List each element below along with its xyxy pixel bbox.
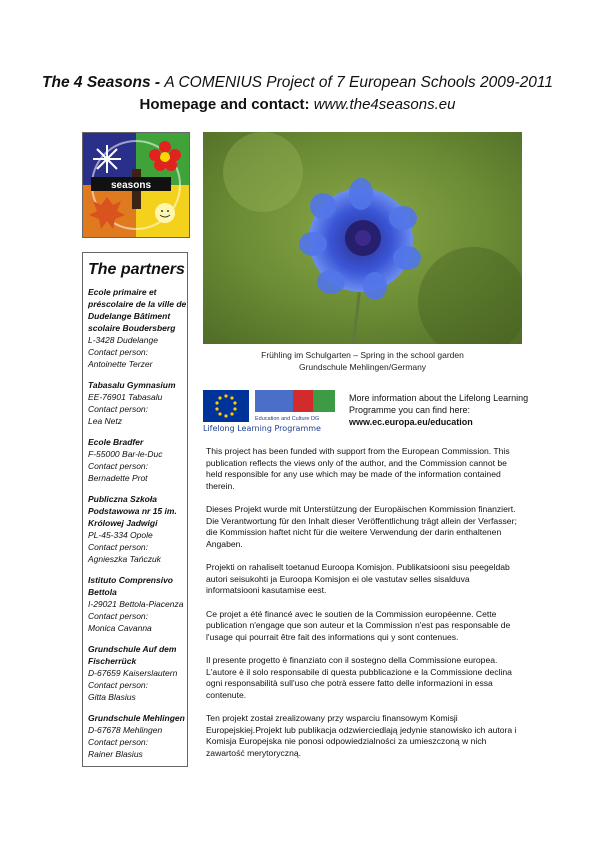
partner-name: Grundschule Auf dem Fischerrück xyxy=(88,644,177,666)
contact-label: Contact person: xyxy=(88,542,149,552)
partner-item xyxy=(88,712,187,760)
contact-person: Rainer Blasius xyxy=(88,749,143,759)
disclaimer-texts xyxy=(206,446,522,771)
partner-address: D-67678 Mehlingen xyxy=(88,725,163,735)
sun-icon xyxy=(155,203,175,223)
partner-address: F-55000 Bar-le-Duc xyxy=(88,449,163,459)
partner-name: Istituto Comprensivo Bettola xyxy=(88,575,174,597)
caption-line: Frühling im Schulgarten – Spring in the school garden xyxy=(261,350,464,360)
disclaimer-en: This project has been funded with support from the European Commission. This publication reflects the views only of the author, and the Commission cannot be held responsible for any use which may be made of the information contained therein. xyxy=(206,446,510,491)
snowflake-icon xyxy=(93,145,121,173)
disclaimer-de: Dieses Projekt wurde mit Unterstützung der Europäischen Kommission finanziert. Die Verantwortung für den Inhalt dieser Veröffentlichung trägt allein der Verfasser; die Kommission haftet nicht für die weitere Verwendung der darin enthaltenen Angaben. xyxy=(206,504,517,549)
more-info xyxy=(349,392,539,428)
partners-box xyxy=(82,252,188,767)
contact-label: Contact person: xyxy=(88,611,149,621)
homepage-link[interactable]: www.the4seasons.eu xyxy=(313,96,456,113)
subtitle-sep: : xyxy=(304,96,314,113)
llp-label: Lifelong Learning Programme xyxy=(203,424,321,433)
education-culture-logo xyxy=(255,390,335,422)
subtitle-label: Homepage and contact xyxy=(139,96,305,113)
partner-item xyxy=(88,643,187,703)
partner-item xyxy=(88,574,187,634)
more-info-text: More information about the Lifelong Learning Programme you can find here: xyxy=(349,393,529,415)
partner-name: Tabasalu Gymnasium xyxy=(88,380,176,390)
contact-person: Bernadette Prot xyxy=(88,473,148,483)
contact-person: Monica Cavanna xyxy=(88,623,152,633)
partner-address: EE-76901 Tabasalu xyxy=(88,392,163,402)
page-subtitle xyxy=(0,95,595,115)
partner-name: Grundschule Mehlingen xyxy=(88,713,185,723)
photo-caption xyxy=(203,349,522,373)
logo-text: seasons xyxy=(110,180,152,191)
partner-name: Publiczna Szkoła Podstawowa nr 15 im. Królowej Jadwigi xyxy=(88,494,177,528)
page-title xyxy=(0,73,595,93)
contact-person: Lea Netz xyxy=(88,416,123,426)
disclaimer-pl: Ten projekt został zrealizowany przy wsparciu finansowym Komisji Europejskiej.Projekt lub publikacja odzwierciedlają jedynie stanowisko ich autora i Komisja Europejska nie ponosi odpowiedzialności za umieszczoną w nich zawartość merytoryczną. xyxy=(206,713,517,758)
contact-label: Contact person: xyxy=(88,404,149,414)
title-rest: A COMENIUS Project of 7 European Schools 2009-2011 xyxy=(164,74,553,91)
title-bold: The 4 Seasons - xyxy=(42,74,165,91)
partners-title: The partners xyxy=(88,261,185,278)
eu-flag-icon xyxy=(203,390,249,422)
partner-name: Ecole primaire et préscolaire de la ville de Dudelange Bâtiment scolaire Boudersberg xyxy=(88,287,187,333)
culture-text: Education and Culture DG xyxy=(255,416,320,422)
contact-label: Contact person: xyxy=(88,347,149,357)
education-link[interactable]: www.ec.europa.eu/education xyxy=(349,417,473,427)
project-logo xyxy=(82,132,190,238)
partner-item xyxy=(88,436,187,484)
partner-name: Ecole Bradfer xyxy=(88,437,144,447)
partner-address: L-3428 Dudelange xyxy=(88,335,158,345)
contact-person: Antoinette Terzer xyxy=(88,359,153,369)
caption-line: Grundschule Mehlingen/Germany xyxy=(298,362,427,372)
partner-item xyxy=(88,493,187,565)
disclaimer-et: Projekti on rahaliselt toetanud Euroopa Komisjon. Publikatsiooni sisu peegeldab autori seisukohti ja Euroopa Komisjon ei ole vastutav selles sisalduva informatsiooni kasutamise eest. xyxy=(206,562,510,595)
partner-item xyxy=(88,379,187,427)
partner-item xyxy=(88,286,187,370)
contact-label: Contact person: xyxy=(88,461,149,471)
page-header xyxy=(0,73,595,115)
contact-person: Gitta Blasius xyxy=(88,692,136,702)
partner-address: D-67659 Kaiserslautern xyxy=(88,668,178,678)
contact-label: Contact person: xyxy=(88,737,149,747)
cornflower-photo xyxy=(203,132,522,344)
disclaimer-it: Il presente progetto è finanziato con il sostegno della Commissione europea. L'autore è il solo responsabile di questa pubblicazione e la Commissione declina ogni responsabilità sull'uso che potrà essere fatto delle informazioni in essa contenute. xyxy=(206,655,512,700)
partner-address: PL-45-334 Opole xyxy=(88,530,153,540)
partner-address: I-29021 Bettola-Piacenza xyxy=(88,599,184,609)
contact-person: Agnieszka Tańczuk xyxy=(88,554,161,564)
contact-label: Contact person: xyxy=(88,680,149,690)
disclaimer-fr: Ce projet a été financé avec le soutien de la Commission européenne. Cette publication n'engage que son auteur et la Commission n'est pas responsable de l'usage qui pourrait être fait des informations qui y sont contenues. xyxy=(206,608,511,642)
